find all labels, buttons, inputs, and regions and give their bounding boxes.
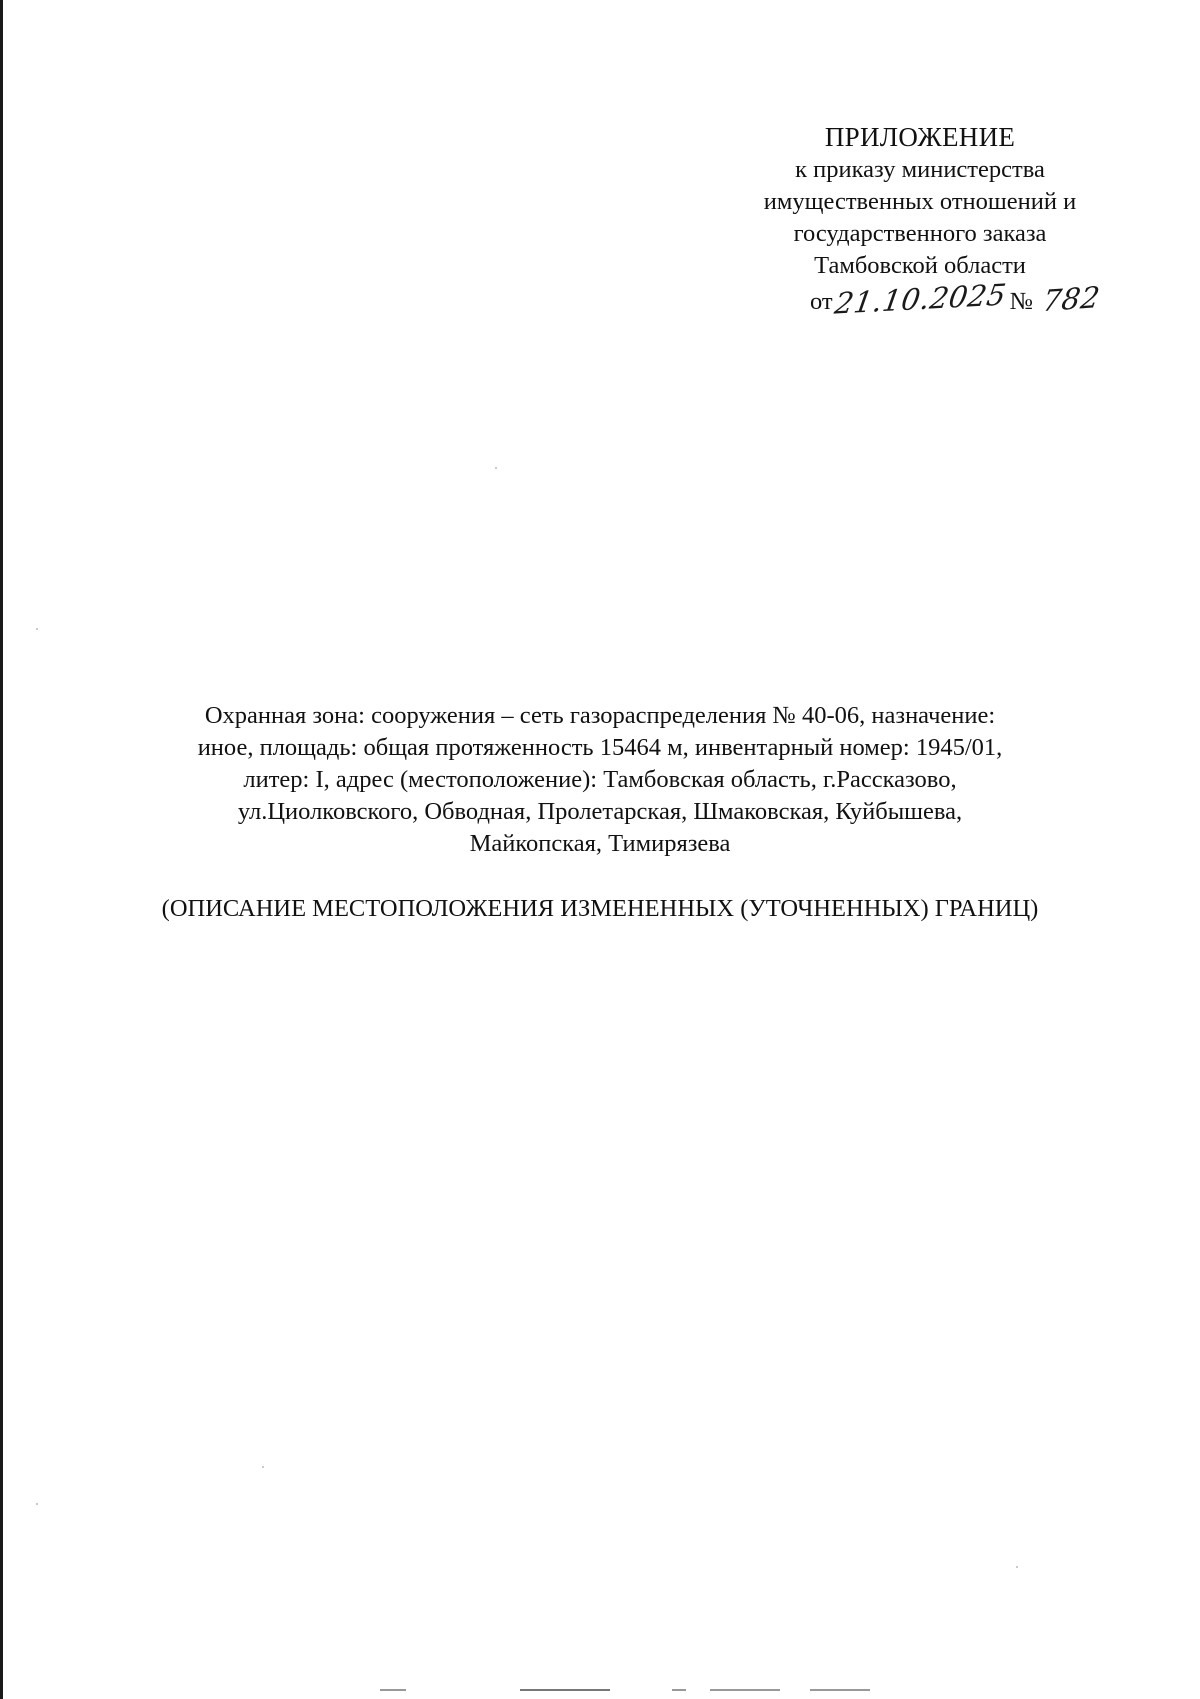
appendix-header: [720, 120, 1120, 282]
handwritten-number: 782: [1040, 279, 1103, 319]
appendix-line-4: Тамбовской области: [814, 252, 1026, 279]
handwritten-date: 21.10.2025: [832, 277, 1009, 321]
appendix-line-1: к приказу министерства: [795, 156, 1045, 183]
section-subtitle: (ОПИСАНИЕ МЕСТОПОЛОЖЕНИЯ ИЗМЕНЕННЫХ (УТОЧНЕННЫХ) ГРАНИЦ): [161, 895, 1039, 922]
appendix-title: ПРИЛОЖЕНИЕ: [824, 122, 1016, 152]
scan-speck: [1016, 1566, 1018, 1568]
zone-line-4: ул.Циолковского, Обводная, Пролетарская, Шмаковская, Куйбышева,: [237, 798, 963, 825]
zone-line-5: Майкопская, Тимирязева: [469, 830, 731, 857]
scan-bottom-marks: [380, 1689, 900, 1693]
zone-line-1: Охранная зона: сооружения – сеть газораспределения № 40-06, назначение:: [204, 702, 996, 729]
appendix-line-3: государственного заказа: [793, 220, 1047, 247]
scan-speck: [262, 1466, 264, 1468]
date-prefix: от: [810, 288, 833, 315]
appendix-line-2: имущественных отношений и: [763, 188, 1077, 215]
zone-description: [150, 700, 1050, 860]
scan-speck: [36, 1503, 38, 1505]
zone-line-2: иное, площадь: общая протяженность 15464 м, инвентарный номер: 1945/01,: [197, 734, 1003, 761]
scan-speck: [495, 467, 497, 469]
order-date-number: [810, 277, 1103, 321]
scan-edge: [0, 0, 3, 1699]
scan-speck: [36, 628, 38, 630]
number-sign: №: [1009, 288, 1034, 315]
zone-line-3: литер: I, адрес (местоположение): Тамбовская область, г.Рассказово,: [243, 766, 957, 793]
